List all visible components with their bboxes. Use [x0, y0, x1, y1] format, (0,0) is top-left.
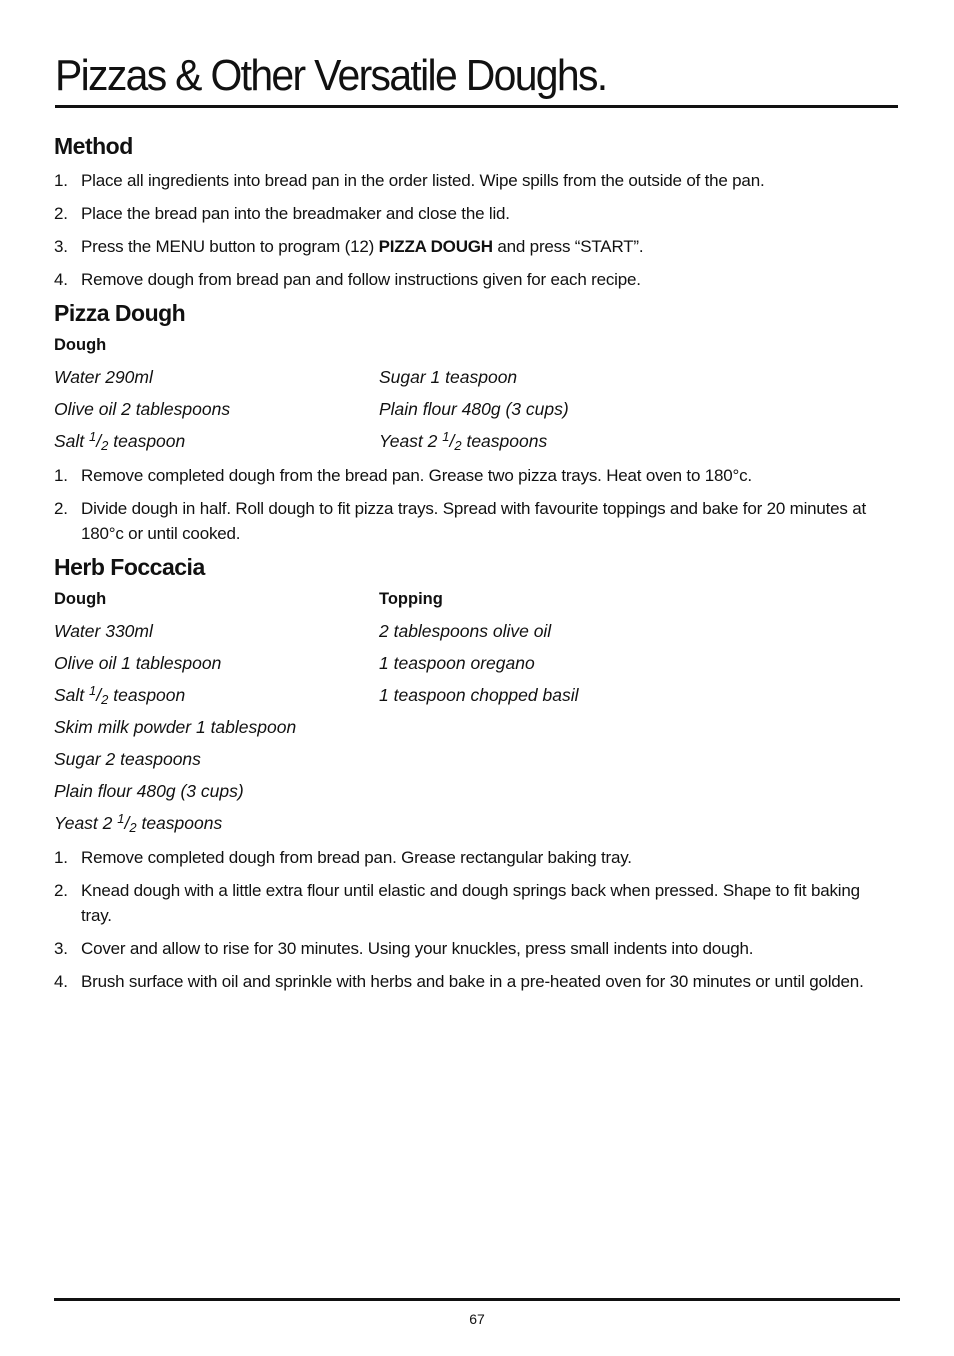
step-text: [81, 234, 894, 259]
ingredient-text: teaspoons: [136, 813, 223, 833]
ingredient-text: Salt: [54, 431, 90, 451]
step-number: 2.: [54, 499, 68, 518]
step-number: 3.: [54, 939, 68, 958]
ingredient-row: [54, 775, 894, 807]
page-number: 67: [469, 1311, 485, 1327]
list-item: [54, 463, 894, 488]
ingredient: Plain flour 480g (3 cups): [54, 780, 244, 801]
ingredient-row: [54, 679, 894, 711]
ingredient: Olive oil 2 tablespoons: [54, 398, 231, 419]
ingredient-text: teaspoon: [108, 685, 186, 705]
topping-ingredient: 1 teaspoon oregano: [379, 652, 535, 673]
step-text: Remove completed dough from the bread pan. Grease two pizza trays. Heat oven to 180°c.: [81, 466, 752, 485]
step-number: 1.: [54, 466, 68, 485]
ingredient-row: [54, 647, 894, 679]
dough-subheading: Dough: [54, 589, 107, 608]
step-text-pre: Press the MENU button to program (12): [81, 237, 379, 256]
ingredient: Olive oil 1 tablespoon: [54, 652, 222, 673]
pizza-dough-subheading: Dough: [54, 336, 107, 354]
step-number: 3.: [54, 237, 68, 256]
topping-subheading: Topping: [379, 589, 443, 608]
page-content: [54, 130, 894, 1002]
ingredient: Sugar 2 teaspoons: [54, 748, 201, 769]
topping-ingredient: 1 teaspoon chopped basil: [379, 684, 579, 705]
footer-rule: [54, 1298, 900, 1301]
ingredient: Sugar 1 teaspoon: [379, 366, 518, 387]
herb-foccacia-heading: Herb Foccacia: [54, 554, 205, 580]
fraction-numerator: 1: [117, 811, 125, 826]
ingredient-yeast: Yeast 2 $^1$/2 teaspoons: [379, 429, 548, 453]
step-number: 2.: [54, 881, 68, 900]
step-text: Cover and allow to rise for 30 minutes. Using your knuckles, press small indents into dough.: [81, 939, 754, 958]
step-number: 4.: [54, 972, 68, 991]
step-text: Place all ingredients into bread pan in the order listed. Wipe spills from the outside of the pan.: [81, 171, 765, 190]
ingredient: Water 290ml: [54, 366, 153, 387]
step-text-post: and press “START”.: [492, 237, 644, 256]
step-text: Brush surface with oil and sprinkle with herbs and bake in a pre-heated oven for 30 minutes or until golden.: [81, 972, 864, 991]
ingredient-row: [54, 711, 894, 743]
fraction-denominator: 2: [101, 438, 109, 453]
list-item: [54, 234, 894, 259]
ingredient: Plain flour 480g (3 cups): [379, 398, 569, 419]
pizza-steps: [54, 463, 894, 546]
step-number: 2.: [54, 204, 68, 223]
ingredient-yeast: Yeast 2 $^1$/2 teaspoons: [54, 811, 223, 835]
title-rule: [55, 105, 898, 108]
ingredient-text: Yeast 2: [54, 813, 118, 833]
topping-ingredient: 2 tablespoons olive oil: [379, 620, 552, 641]
list-item: [54, 267, 894, 292]
step-number: 1.: [54, 848, 68, 867]
list-item: [54, 936, 894, 961]
list-item: [54, 496, 894, 546]
step-text: Remove dough from bread pan and follow instructions given for each recipe.: [81, 270, 641, 289]
list-item: [54, 845, 894, 870]
step-number: 1.: [54, 171, 68, 190]
ingredient-text: teaspoon: [108, 431, 186, 451]
ingredient-row: [54, 807, 894, 839]
fraction-numerator: 1: [89, 429, 97, 444]
ingredient-text: teaspoons: [461, 431, 548, 451]
step-text: Knead dough with a little extra flour until elastic and dough springs back when pressed. Shape to fit baking tray.: [81, 881, 860, 925]
ingredient-row: [54, 743, 894, 775]
ingredient-row: [54, 615, 894, 647]
list-item: [54, 168, 894, 193]
fraction-numerator: 1: [442, 429, 450, 444]
ingredient-salt: Salt $^1$/2 teaspoon: [54, 683, 186, 707]
step-text: Divide dough in half. Roll dough to fit pizza trays. Spread with favourite toppings and bake for 20 minutes at 180°c or until cooked.: [81, 499, 867, 543]
fraction-denominator: 2: [454, 438, 462, 453]
ingredient-header-row: [54, 583, 894, 615]
pizza-dough-heading: Pizza Dough: [54, 300, 186, 326]
foccacia-steps: [54, 845, 894, 994]
ingredient: Skim milk powder 1 tablespoon: [54, 716, 297, 737]
step-text: Remove completed dough from bread pan. Grease rectangular baking tray.: [81, 848, 632, 867]
fraction-numerator: 1: [89, 683, 97, 698]
ingredient-row: [54, 361, 894, 393]
ingredient-salt: Salt $^1$/2 teaspoon: [54, 429, 186, 453]
ingredient-row: [54, 393, 894, 425]
ingredient-text: Yeast 2: [379, 431, 443, 451]
list-item: [54, 878, 894, 928]
ingredient: Water 330ml: [54, 620, 153, 641]
fraction-denominator: 2: [129, 820, 137, 835]
ingredient-text: Salt: [54, 685, 90, 705]
step-text: Place the bread pan into the breadmaker and close the lid.: [81, 204, 510, 223]
fraction-denominator: 2: [101, 692, 109, 707]
method-steps: [54, 168, 894, 292]
program-name: PIZZA DOUGH: [378, 237, 493, 256]
list-item: [54, 201, 894, 226]
step-number: 4.: [54, 270, 68, 289]
page-title: Pizzas & Other Versatile Doughs.: [55, 51, 607, 100]
list-item: [54, 969, 894, 994]
ingredient-row: [54, 425, 894, 457]
method-heading: Method: [54, 133, 133, 159]
